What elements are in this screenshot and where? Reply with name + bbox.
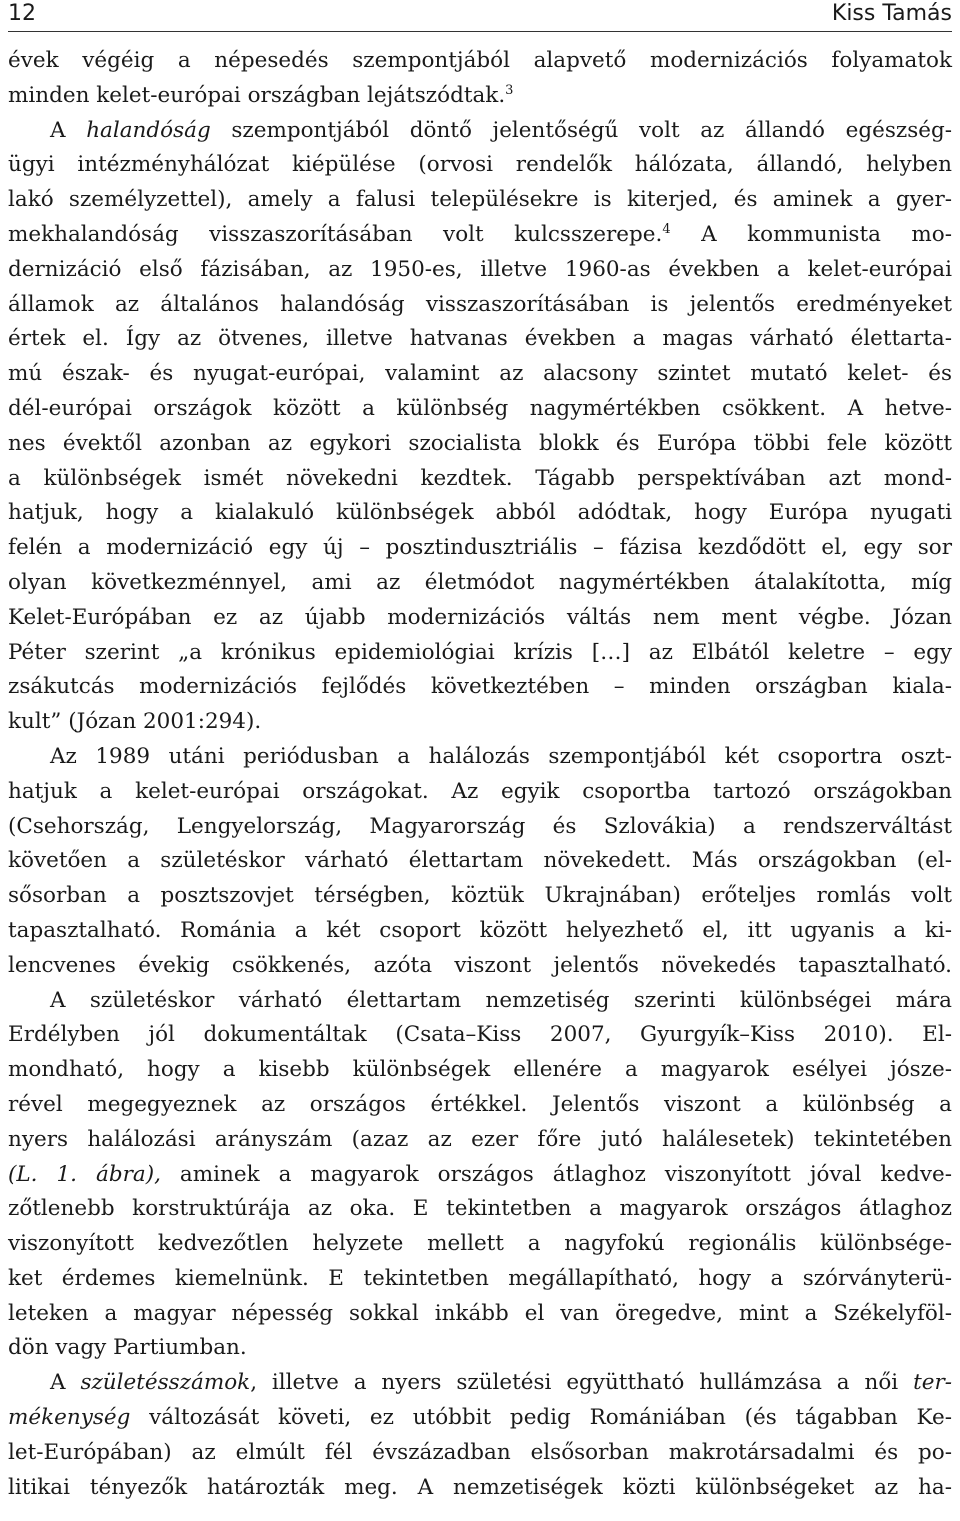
text-run: értek el. Így az ötvenes, illetve hatvanas években a magas várható élettarta- (8, 326, 952, 352)
text-line (8, 844, 952, 879)
text-run: A születéskor várható élettartam nemzetiség szerinti különbségei mára (50, 987, 952, 1013)
text-run: nes évektől azonban az egykori szocialista blokk és Európa többi fele között (8, 430, 952, 456)
text-line (8, 1192, 952, 1227)
text-line (8, 879, 952, 914)
text-run: lakó személyzettel), amely a falusi településekre is kiterjed, és aminek a gyer- (8, 187, 952, 213)
text-run: ket érdemes kiemelnünk. E tekintetben megállapítható, hogy a szórványterü- (8, 1265, 952, 1291)
emphasis: halandóság (86, 117, 211, 143)
text-run: kult” (Józan 2001:294). (8, 709, 262, 735)
emphasis: születésszámok (80, 1370, 251, 1396)
text-line (8, 496, 952, 531)
text-line (8, 357, 952, 392)
text-run: minden kelet-európai országban lejátszódtak. (8, 82, 506, 108)
text-run: aminek a magyarok országos átlaghoz viszonyított jóval kedve- (160, 1161, 952, 1187)
text-line (8, 670, 952, 705)
text-line (8, 810, 952, 845)
text-line (8, 322, 952, 357)
text-line (8, 566, 952, 601)
text-line (8, 427, 952, 462)
emphasis: mékenység (8, 1405, 131, 1431)
text-run: viszonyított kedvezőtlen helyzete mellett a nagyfokú regionális különbsége- (8, 1231, 952, 1257)
text-run: mú észak- és nyugat-európai, valamint az alacsony szintet mutató kelet- és (8, 361, 952, 387)
text-line (8, 1123, 952, 1158)
text-run: A (50, 1370, 81, 1396)
text-line (8, 253, 952, 288)
emphasis: ter- (913, 1370, 952, 1396)
text-run: hatjuk, hogy a kialakuló különbségek abból adódtak, hogy Európa nyugati (8, 500, 952, 526)
text-line (8, 984, 952, 1019)
text-run: dön vagy Partiumban. (8, 1335, 247, 1361)
text-line (8, 1158, 952, 1193)
text-run: hatjuk a kelet-európai országokat. Az egyik csoportba tartozó országokban (8, 778, 952, 804)
text-run: lencvenes évekig csökkenés, azóta viszont jelentős növekedés tapasztalható. (8, 952, 952, 978)
text-line (8, 949, 952, 984)
text-run: követően a születéskor várható élettartam növekedett. Más országokban (el- (8, 848, 952, 874)
text-run: a különbségek ismét növekedni kezdtek. Tágabb perspektívában azt mond- (8, 465, 952, 491)
text-line (8, 1366, 952, 1401)
text-run: dernizáció első fázisában, az 1950-es, illetve 1960-as években a kelet-európai (8, 256, 952, 282)
text-line (8, 114, 952, 149)
text-run: A kommunista mo- (670, 221, 952, 247)
text-run: Kelet-Európában ez az újabb modernizációs váltás nem ment végbe. Józan (8, 604, 952, 630)
page-number: 12 (8, 1, 36, 26)
text-line (8, 1331, 952, 1366)
text-run: változását követi, ez utóbbit pedig Romániában (és tágabban Ke- (130, 1405, 952, 1431)
text-run: évek végéig a népesedés szempontjából alapvető modernizációs folyamatok (8, 48, 952, 73)
text-line (8, 914, 952, 949)
text-line (8, 1297, 952, 1332)
text-line (8, 1262, 952, 1297)
footnote-ref[interactable]: 3 (505, 82, 514, 98)
text-run: rével megegyeznek az országos értékkel. Jelentős viszont a különbség a (8, 1091, 952, 1117)
text-run: szempontjából döntő jelentőségű volt az állandó egészség- (210, 117, 952, 143)
emphasis: (L. 1. ábra), (8, 1161, 161, 1187)
text-run: Péter szerint „a krónikus epidemiológiai krízis […] az Elbától keletre – egy (8, 639, 952, 665)
text-run: zőtlenebb korstruktúrája az oka. E tekintetben a magyarok országos átlaghoz (8, 1196, 952, 1222)
text-line (8, 218, 952, 253)
text-run: A (50, 117, 87, 143)
text-run: mondható, hogy a kisebb különbségek ellenére a magyarok esélyei jósze- (8, 1057, 952, 1083)
text-line (8, 1436, 952, 1471)
text-run: zsákutcás modernizációs fejlődés következtében – minden országban kiala- (8, 674, 952, 700)
text-run: , illetve a nyers születési együttható hullámzása a női (250, 1370, 914, 1396)
text-run: (Csehország, Lengyelország, Magyarország és Szlovákia) a rendszerváltást (8, 813, 952, 839)
running-author: Kiss Tamás (831, 1, 952, 26)
text-line (8, 1053, 952, 1088)
running-header (8, 0, 952, 32)
text-run: litikai tényezők határozták meg. A nemzetiségek közti különbségeket az ha- (8, 1474, 952, 1500)
text-run: sősorban a posztszovjet térségben, köztük Ukrajnában) erőteljes romlás volt (8, 883, 952, 909)
text-run: mekhalandóság visszaszorításában volt kulcsszerepe. (8, 221, 663, 247)
text-line (8, 636, 952, 671)
text-line (8, 79, 952, 114)
text-run: Az 1989 utáni periódusban a halálozás szempontjából két csoportra oszt- (50, 743, 952, 769)
text-line (8, 1401, 952, 1436)
text-line (8, 1471, 952, 1506)
text-run: felén a modernizáció egy új – posztindusztriális – fázisa kezdődött el, egy sor (8, 535, 952, 561)
text-run: dél-európai országok között a különbség nagymértékben csökkent. A hetve- (8, 395, 952, 421)
text-line (8, 148, 952, 183)
text-run: ügyi intézményhálózat kiépülése (orvosi rendelők hálózata, állandó, helyben (8, 152, 952, 178)
text-run: tapasztalható. Románia a két csoport között helyezhető el, itt ugyanis a ki- (8, 917, 952, 943)
text-run: let-Európában) az elmúlt fél évszázadban elsősorban makrotársadalmi és po- (8, 1439, 952, 1465)
text-line (8, 1018, 952, 1053)
text-line (8, 44, 952, 79)
text-line (8, 775, 952, 810)
text-run: Erdélyben jól dokumentáltak (Csata–Kiss 2007, Gyurgyík–Kiss 2010). El- (8, 1022, 952, 1048)
body-text (8, 44, 952, 1505)
text-line (8, 392, 952, 427)
text-line (8, 1088, 952, 1123)
text-line (8, 601, 952, 636)
footnote-ref[interactable]: 4 (662, 221, 671, 237)
text-line (8, 1227, 952, 1262)
text-run: nyers halálozási arányszám (azaz az ezer főre jutó halálesetek) tekintetében (8, 1126, 952, 1152)
text-run: leteken a magyar népesség sokkal inkább el van öregedve, mint a Székelyföl- (8, 1300, 952, 1326)
text-line (8, 705, 952, 740)
text-line (8, 531, 952, 566)
text-line (8, 183, 952, 218)
text-line (8, 288, 952, 323)
text-run: olyan következménnyel, ami az életmódot nagymértékben átalakította, míg (8, 569, 952, 595)
text-line (8, 462, 952, 497)
text-run: államok az általános halandóság visszaszorításában is jelentős eredményeket (8, 291, 952, 317)
text-line (8, 740, 952, 775)
